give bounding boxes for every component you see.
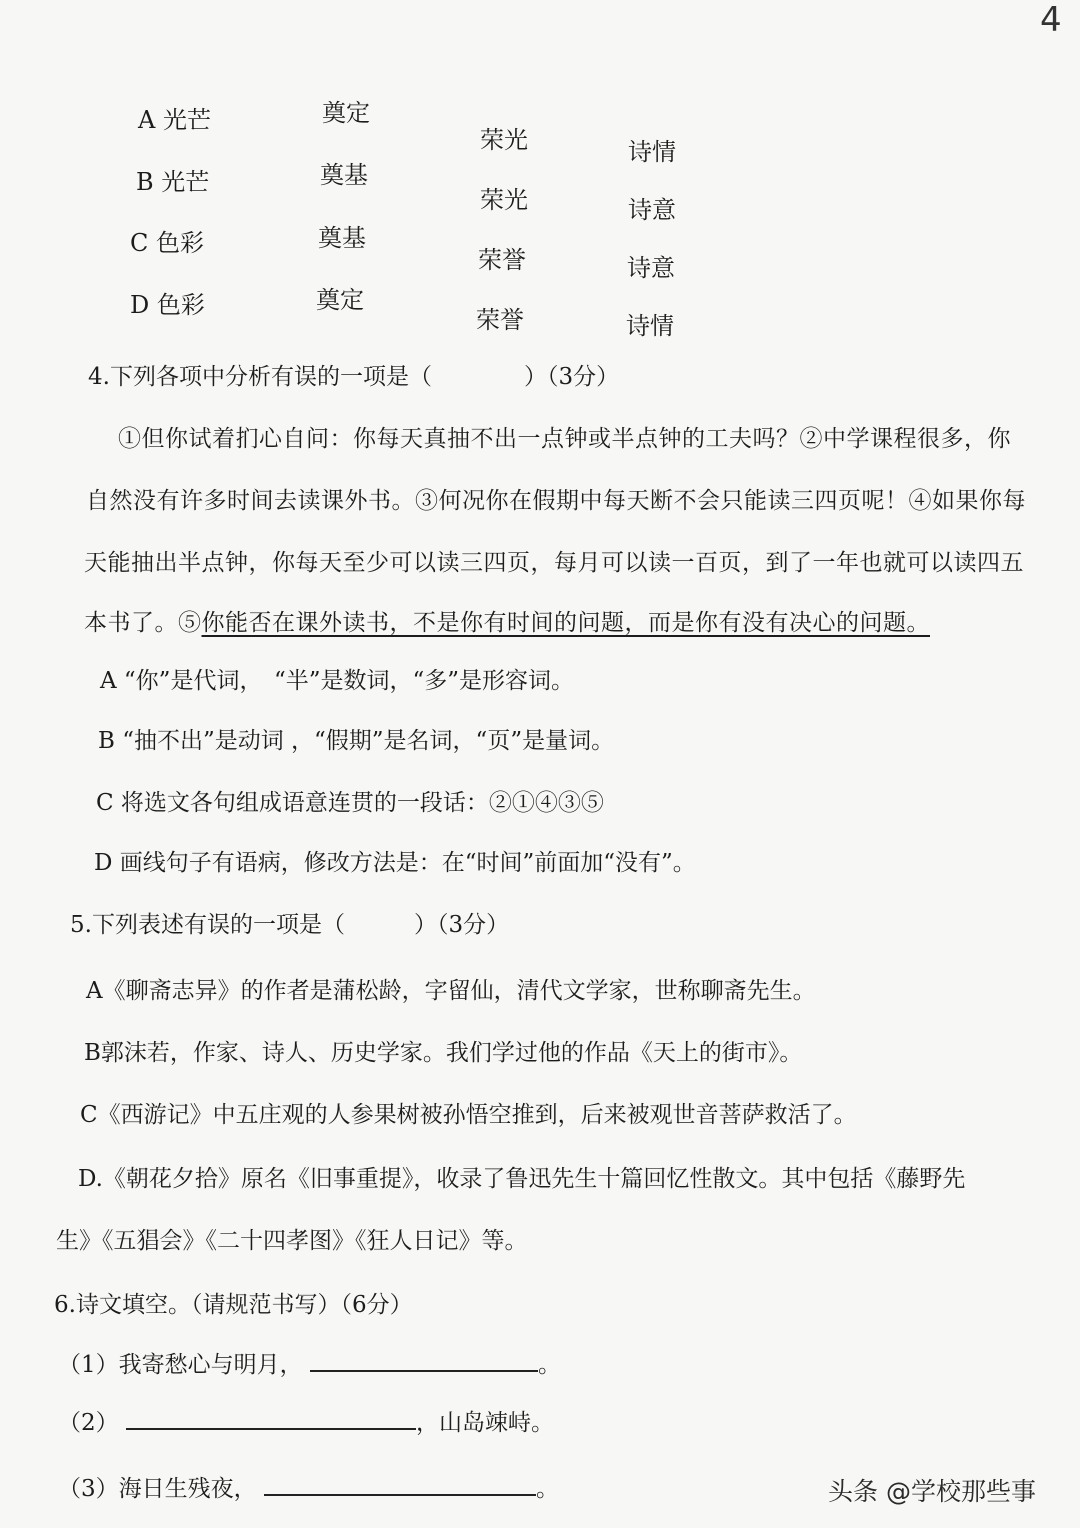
- underlined-sentence: 你能否在课外读书，不是你有时间的问题，而是你有没有决心的问题。: [201, 610, 930, 636]
- item-text: 。: [535, 1476, 559, 1502]
- item-text: 。: [537, 1352, 561, 1378]
- option-letter: C: [130, 229, 149, 257]
- passage-line: ①但你试着扪心自问：你每天真抽不出一点钟或半点钟的工夫吗？②中学课程很多，你: [118, 426, 1011, 452]
- q3-option-a: [138, 100, 211, 135]
- q5-option-d-cont: 生》《五猖会》《二十四孝图》《狂人日记》等。: [56, 1228, 528, 1254]
- option-word: 奠基: [318, 224, 366, 252]
- option-word: 诗意: [627, 254, 675, 282]
- option-word: 奠定: [316, 286, 364, 314]
- passage-line: [84, 604, 930, 637]
- q5-option-b: B郭沫若，作家、诗人、历史学家。我们学过他的作品《天上的街市》。: [84, 1040, 803, 1066]
- q4-title: 4.下列各项中分析有误的一项是（ ）（3分）: [88, 364, 620, 390]
- passage-text: 本书了。⑤: [84, 610, 202, 636]
- option-word: 诗情: [628, 138, 676, 166]
- item-text: 海日生残夜，: [118, 1476, 257, 1502]
- option-word: 诗意: [628, 196, 676, 224]
- q4-option-a: A “你”是代词， “半”是数词，“多”是形容词。: [100, 668, 574, 694]
- q6-item-1: [58, 1346, 561, 1379]
- option-word: 奠定: [322, 99, 370, 127]
- q5-option-c: C《西游记》中五庄观的人参果树被孙悟空推到，后来被观世音菩萨救活了。: [80, 1102, 857, 1128]
- option-word: 色彩: [156, 229, 205, 257]
- q4-option-d: D 画线句子有语病，修改方法是：在“时间”前面加“没有”。: [94, 850, 696, 876]
- q3-option-b: [136, 162, 209, 197]
- item-number: （1）: [58, 1352, 119, 1378]
- answer-blank[interactable]: [126, 1408, 416, 1430]
- q3-option-d: [130, 285, 205, 320]
- answer-blank[interactable]: [264, 1474, 536, 1496]
- item-number: （3）: [58, 1476, 119, 1502]
- item-text: 我寄愁心与明月，: [118, 1352, 303, 1378]
- q4-option-c: C 将选文各句组成语意连贯的一段话：②①④③⑤: [96, 790, 604, 816]
- q3-option-c: [130, 223, 204, 258]
- option-word: 色彩: [156, 291, 205, 319]
- item-number: （2）: [58, 1410, 119, 1436]
- option-letter: A: [138, 106, 156, 134]
- option-letter: B: [136, 168, 154, 196]
- q5-title: 5.下列表述有误的一项是（ ）（3分）: [70, 912, 510, 938]
- q6-title: 6.诗文填空。（请规范书写）（6分）: [54, 1292, 413, 1318]
- answer-blank[interactable]: [310, 1350, 538, 1372]
- option-word: 诗情: [626, 312, 674, 340]
- page-number-mark: 4: [1040, 0, 1062, 40]
- q5-option-a: A《聊斋志异》的作者是蒲松龄，字留仙，清代文学家，世称聊斋先生。: [86, 978, 816, 1004]
- item-text: ，山岛竦峙。: [415, 1410, 554, 1436]
- q6-item-2: [58, 1404, 554, 1437]
- option-word: 奠基: [320, 161, 368, 189]
- q6-item-3: [58, 1470, 559, 1503]
- option-word: 荣誉: [478, 246, 526, 274]
- passage-line: 自然没有许多时间去读课外书。③何况你在假期中每天断不会只能读三四页呢！④如果你每: [86, 488, 1026, 514]
- option-word: 荣光: [480, 126, 528, 154]
- option-word: 光芒: [161, 168, 210, 196]
- watermark: 头条 @学校那些事: [828, 1477, 1036, 1506]
- q5-option-d: D.《朝花夕拾》原名《旧事重提》，收录了鲁迅先生十篇回忆性散文。其中包括《藤野先: [78, 1166, 966, 1192]
- option-word: 荣誉: [476, 306, 524, 334]
- option-letter: D: [130, 291, 150, 319]
- passage-line: 天能抽出半点钟，你每天至少可以读三四页，每月可以读一百页，到了一年也就可以读四五: [84, 550, 1024, 576]
- option-word: 荣光: [480, 186, 528, 214]
- q4-option-b: B “抽不出”是动词 ，“假期”是名词，“页”是量词。: [98, 728, 615, 754]
- option-word: 光芒: [162, 106, 211, 134]
